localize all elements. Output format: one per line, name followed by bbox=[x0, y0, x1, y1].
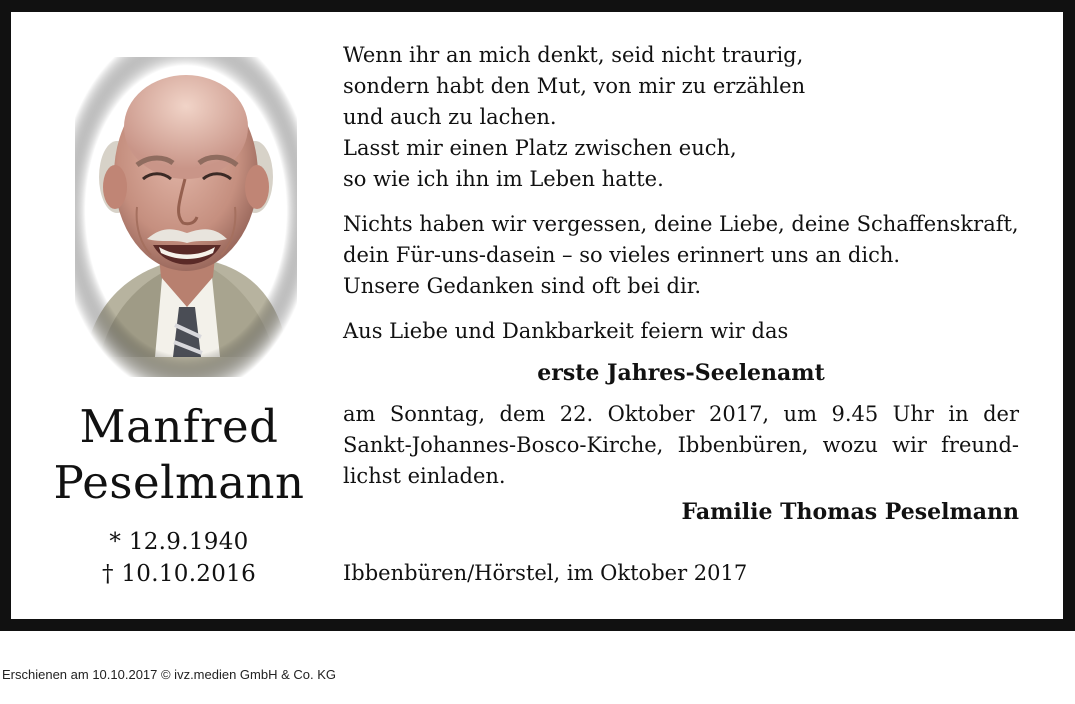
birth-date: * 12.9.1940 bbox=[109, 529, 249, 555]
details-line: Sankt-Johannes-Bosco-Kirche, Ibbenbüren, wozu wir freund- bbox=[343, 433, 1019, 457]
poem-line: Lasst mir einen Platz zwischen euch, bbox=[343, 136, 737, 160]
poem-line: so wie ich ihn im Leben hatte. bbox=[343, 167, 664, 191]
death-date: † 10.10.2016 bbox=[101, 561, 257, 587]
poem-line: Wenn ihr an mich denkt, seid nicht traurig, bbox=[343, 43, 804, 67]
invitation-line: Aus Liebe und Dankbarkeit feiern wir das bbox=[343, 319, 789, 343]
poem-line: dein Für-uns-dasein – so vieles erinnert uns an dich. bbox=[343, 243, 901, 267]
service-details bbox=[343, 399, 1019, 492]
service-title: erste Jahres-Seelenamt bbox=[537, 360, 825, 386]
poem-line: sondern habt den Mut, von mir zu erzählen bbox=[343, 74, 806, 98]
portrait-photo bbox=[75, 57, 297, 377]
poem-stanza-2 bbox=[343, 209, 1023, 302]
invitation-text bbox=[343, 316, 1023, 347]
place-date: Ibbenbüren/Hörstel, im Oktober 2017 bbox=[343, 561, 748, 585]
poem-line: und auch zu lachen. bbox=[343, 105, 557, 129]
deceased-last-name: Peselmann bbox=[53, 456, 305, 509]
family-signature: Familie Thomas Peselmann bbox=[681, 499, 1019, 525]
publication-footer: Erschienen am 10.10.2017 © ivz.medien GmbH & Co. KG bbox=[2, 667, 337, 682]
details-line: lichst einladen. bbox=[343, 464, 506, 488]
poem-line: Unsere Gedanken sind oft bei dir. bbox=[343, 274, 702, 298]
details-line: am Sonntag, dem 22. Oktober 2017, um 9.45 Uhr in der bbox=[343, 402, 1019, 426]
deceased-first-name: Manfred bbox=[79, 400, 279, 453]
poem-stanza-1 bbox=[343, 40, 1023, 195]
poem-line: Nichts haben wir vergessen, deine Liebe, deine Schaffenskraft, bbox=[343, 212, 1019, 236]
obituary-card bbox=[11, 12, 1063, 619]
